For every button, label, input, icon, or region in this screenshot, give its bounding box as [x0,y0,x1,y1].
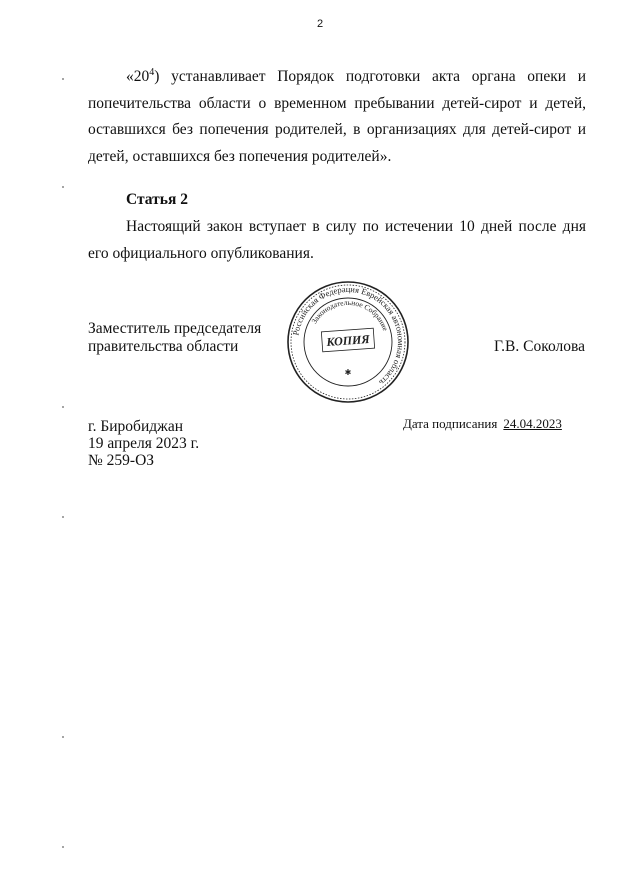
seal-copy-label: КОПИЯ [326,332,371,349]
signing-label: Дата подписания [403,416,498,431]
place-block [88,418,199,469]
page-number: 2 [316,18,324,30]
official-seal [286,280,410,404]
signatory-name: Г.В. Соколова [493,338,585,355]
signatory-title-line1: Заместитель председателя [88,320,262,337]
margin-mark [62,846,64,848]
amendment-prefix: «20 [126,68,150,86]
amendment-superscript: 4 [149,67,155,78]
place-date: 19 апреля 2023 г. [88,435,200,452]
paragraph-effective [88,214,586,267]
law-number: № 259-ОЗ [88,452,155,469]
place-city: г. Биробиджан [88,418,184,435]
effective-text: Настоящий закон вступает в силу по истечении 10 дней после дня его официального опубликования. [88,218,586,262]
signing-date-block [403,416,562,432]
signing-date: 24.04.2023 [503,416,562,431]
seal-inner-text: Законодательное Собрание [309,297,391,332]
seal-star-icon: ✱ [344,368,352,377]
seal-outer-text: Российская Федерация Еврейская автономная область [290,283,407,388]
margin-mark [62,736,64,738]
margin-mark [62,516,64,518]
article-heading: Статья 2 [126,191,188,208]
signatory-title [88,320,261,356]
margin-mark [62,406,64,408]
amendment-text: ) устанавливает Порядок подготовки акта органа опеки и попечительства области о временном пребывании детей-сирот и детей, оставшихся без попечения родителей, в организациях для детей-сирот и детей, оставшихся без попечения родителей». [88,68,586,165]
signatory-title-line2: правительства области [88,338,239,355]
paragraph-amendment [88,60,586,170]
margin-mark [62,78,64,80]
margin-mark [62,186,64,188]
